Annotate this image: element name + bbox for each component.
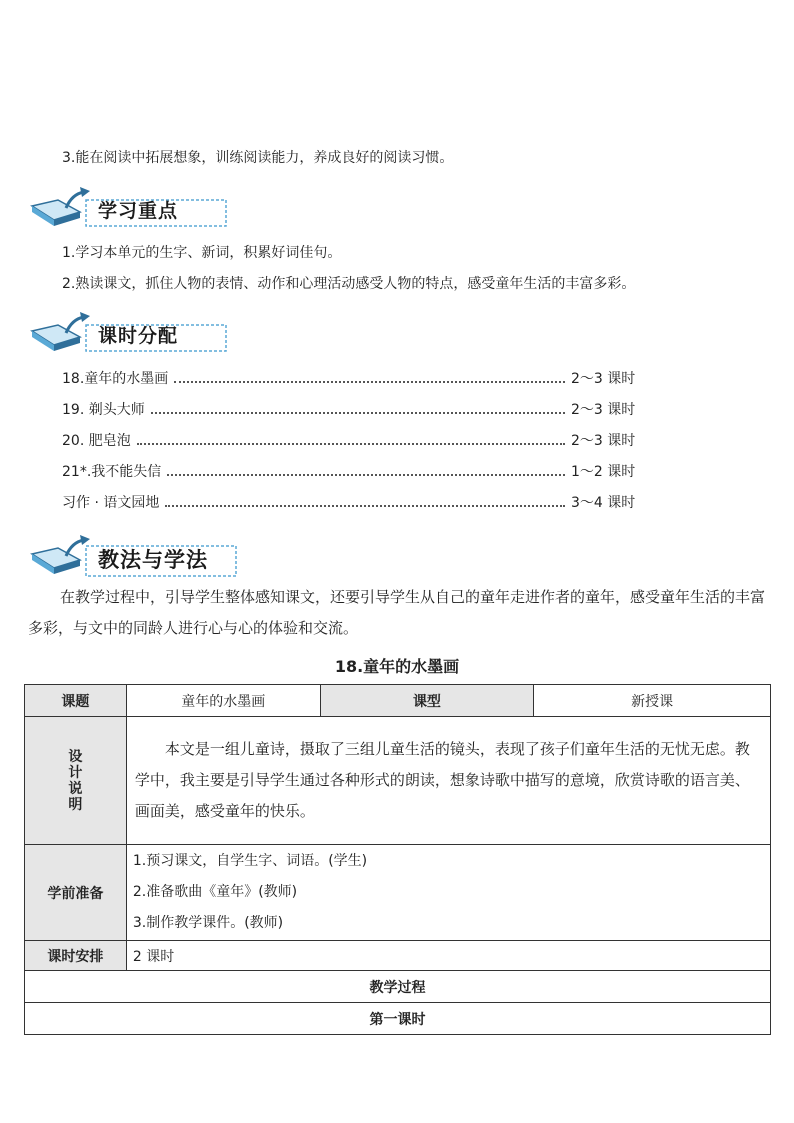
leader-dots xyxy=(137,435,565,445)
topic-value: 童年的水墨画 xyxy=(126,685,320,717)
methods-title: 教法与学法 xyxy=(98,548,208,572)
leader-dots xyxy=(174,373,565,383)
design-label-char: 设 xyxy=(68,748,83,765)
design-label-char: 说 xyxy=(68,780,83,797)
section-heading-allocation xyxy=(28,311,228,355)
allocation-row xyxy=(62,492,637,512)
allocation-hours: 3～4 课时 xyxy=(571,495,636,511)
allocation-hours: 2～3 课时 xyxy=(571,402,636,418)
allocation-hours: 1～2 课时 xyxy=(571,464,636,480)
section-heading-key-points xyxy=(28,186,228,230)
design-label xyxy=(25,717,127,845)
prep-label: 学前准备 xyxy=(25,845,127,941)
schedule-label: 课时安排 xyxy=(25,941,127,971)
prep-item: 2.准备歌曲《童年》(教师) xyxy=(132,884,298,900)
topic-label: 课题 xyxy=(25,685,127,717)
allocation-row xyxy=(62,368,637,388)
design-label-char: 计 xyxy=(68,764,83,781)
design-text: 本文是一组儿童诗，摄取了三组儿童生活的镜头，表现了孩子们童年生活的无忧无虑。教学中，我主要是引导学生通过各种形式的朗读，想象诗歌中描写的意境，欣赏诗歌的语言美、画面美，感受童年的快乐。 xyxy=(126,717,770,845)
lesson-title: 18.童年的水墨画 xyxy=(334,657,460,676)
allocation-row xyxy=(62,399,637,419)
allocation-lesson-name: 18.童年的水墨画 xyxy=(62,371,169,387)
first-period-label: 第一课时 xyxy=(25,1003,771,1035)
prep-list xyxy=(126,845,770,941)
process-label: 教学过程 xyxy=(25,971,771,1003)
key-point-item-2: 2.熟读课文，抓住人物的表情、动作和心理活动感受人物的特点，感受童年生活的丰富多彩。 xyxy=(62,276,636,292)
allocation-lesson-name: 习作 · 语文园地 xyxy=(62,495,160,511)
type-label: 课型 xyxy=(320,685,534,717)
design-row xyxy=(25,717,771,845)
prep-row xyxy=(25,845,771,941)
leader-dots xyxy=(167,466,565,476)
prep-item: 3.制作教学课件。(教师) xyxy=(132,915,284,931)
section-heading-methods xyxy=(28,534,238,578)
process-row xyxy=(25,971,771,1003)
schedule-value: 2 课时 xyxy=(126,941,770,971)
allocation-lesson-name: 19. 剃头大师 xyxy=(62,402,145,418)
allocation-lesson-name: 20. 肥皂泡 xyxy=(62,433,131,449)
key-point-item-1: 1.学习本单元的生字、新词，积累好词佳句。 xyxy=(62,245,342,261)
key-points-title: 学习重点 xyxy=(98,200,179,222)
allocation-lesson-name: 21*.我不能失信 xyxy=(62,464,162,480)
first-period-row xyxy=(25,1003,771,1035)
type-value: 新授课 xyxy=(534,685,771,717)
prep-item: 1.预习课文，自学生字、词语。(学生) xyxy=(132,853,368,869)
allocation-row xyxy=(62,461,637,481)
methods-paragraph: 在教学过程中，引导学生整体感知课文，还要引导学生从自己的童年走进作者的童年，感受童年生活的丰富多彩，与文中的同龄人进行心与心的体验和交流。 xyxy=(28,588,766,637)
objective-item-3: 3.能在阅读中拓展想象，训练阅读能力，养成良好的阅读习惯。 xyxy=(62,150,454,166)
allocation-hours: 2～3 课时 xyxy=(571,433,636,449)
lesson-plan-table xyxy=(24,684,771,1035)
allocation-row xyxy=(62,430,637,450)
topic-row xyxy=(25,685,771,717)
leader-dots xyxy=(165,497,565,507)
leader-dots xyxy=(151,404,565,414)
allocation-title: 课时分配 xyxy=(98,325,179,347)
allocation-hours: 2～3 课时 xyxy=(571,371,636,387)
design-label-char: 明 xyxy=(68,796,83,813)
schedule-row xyxy=(25,941,771,971)
